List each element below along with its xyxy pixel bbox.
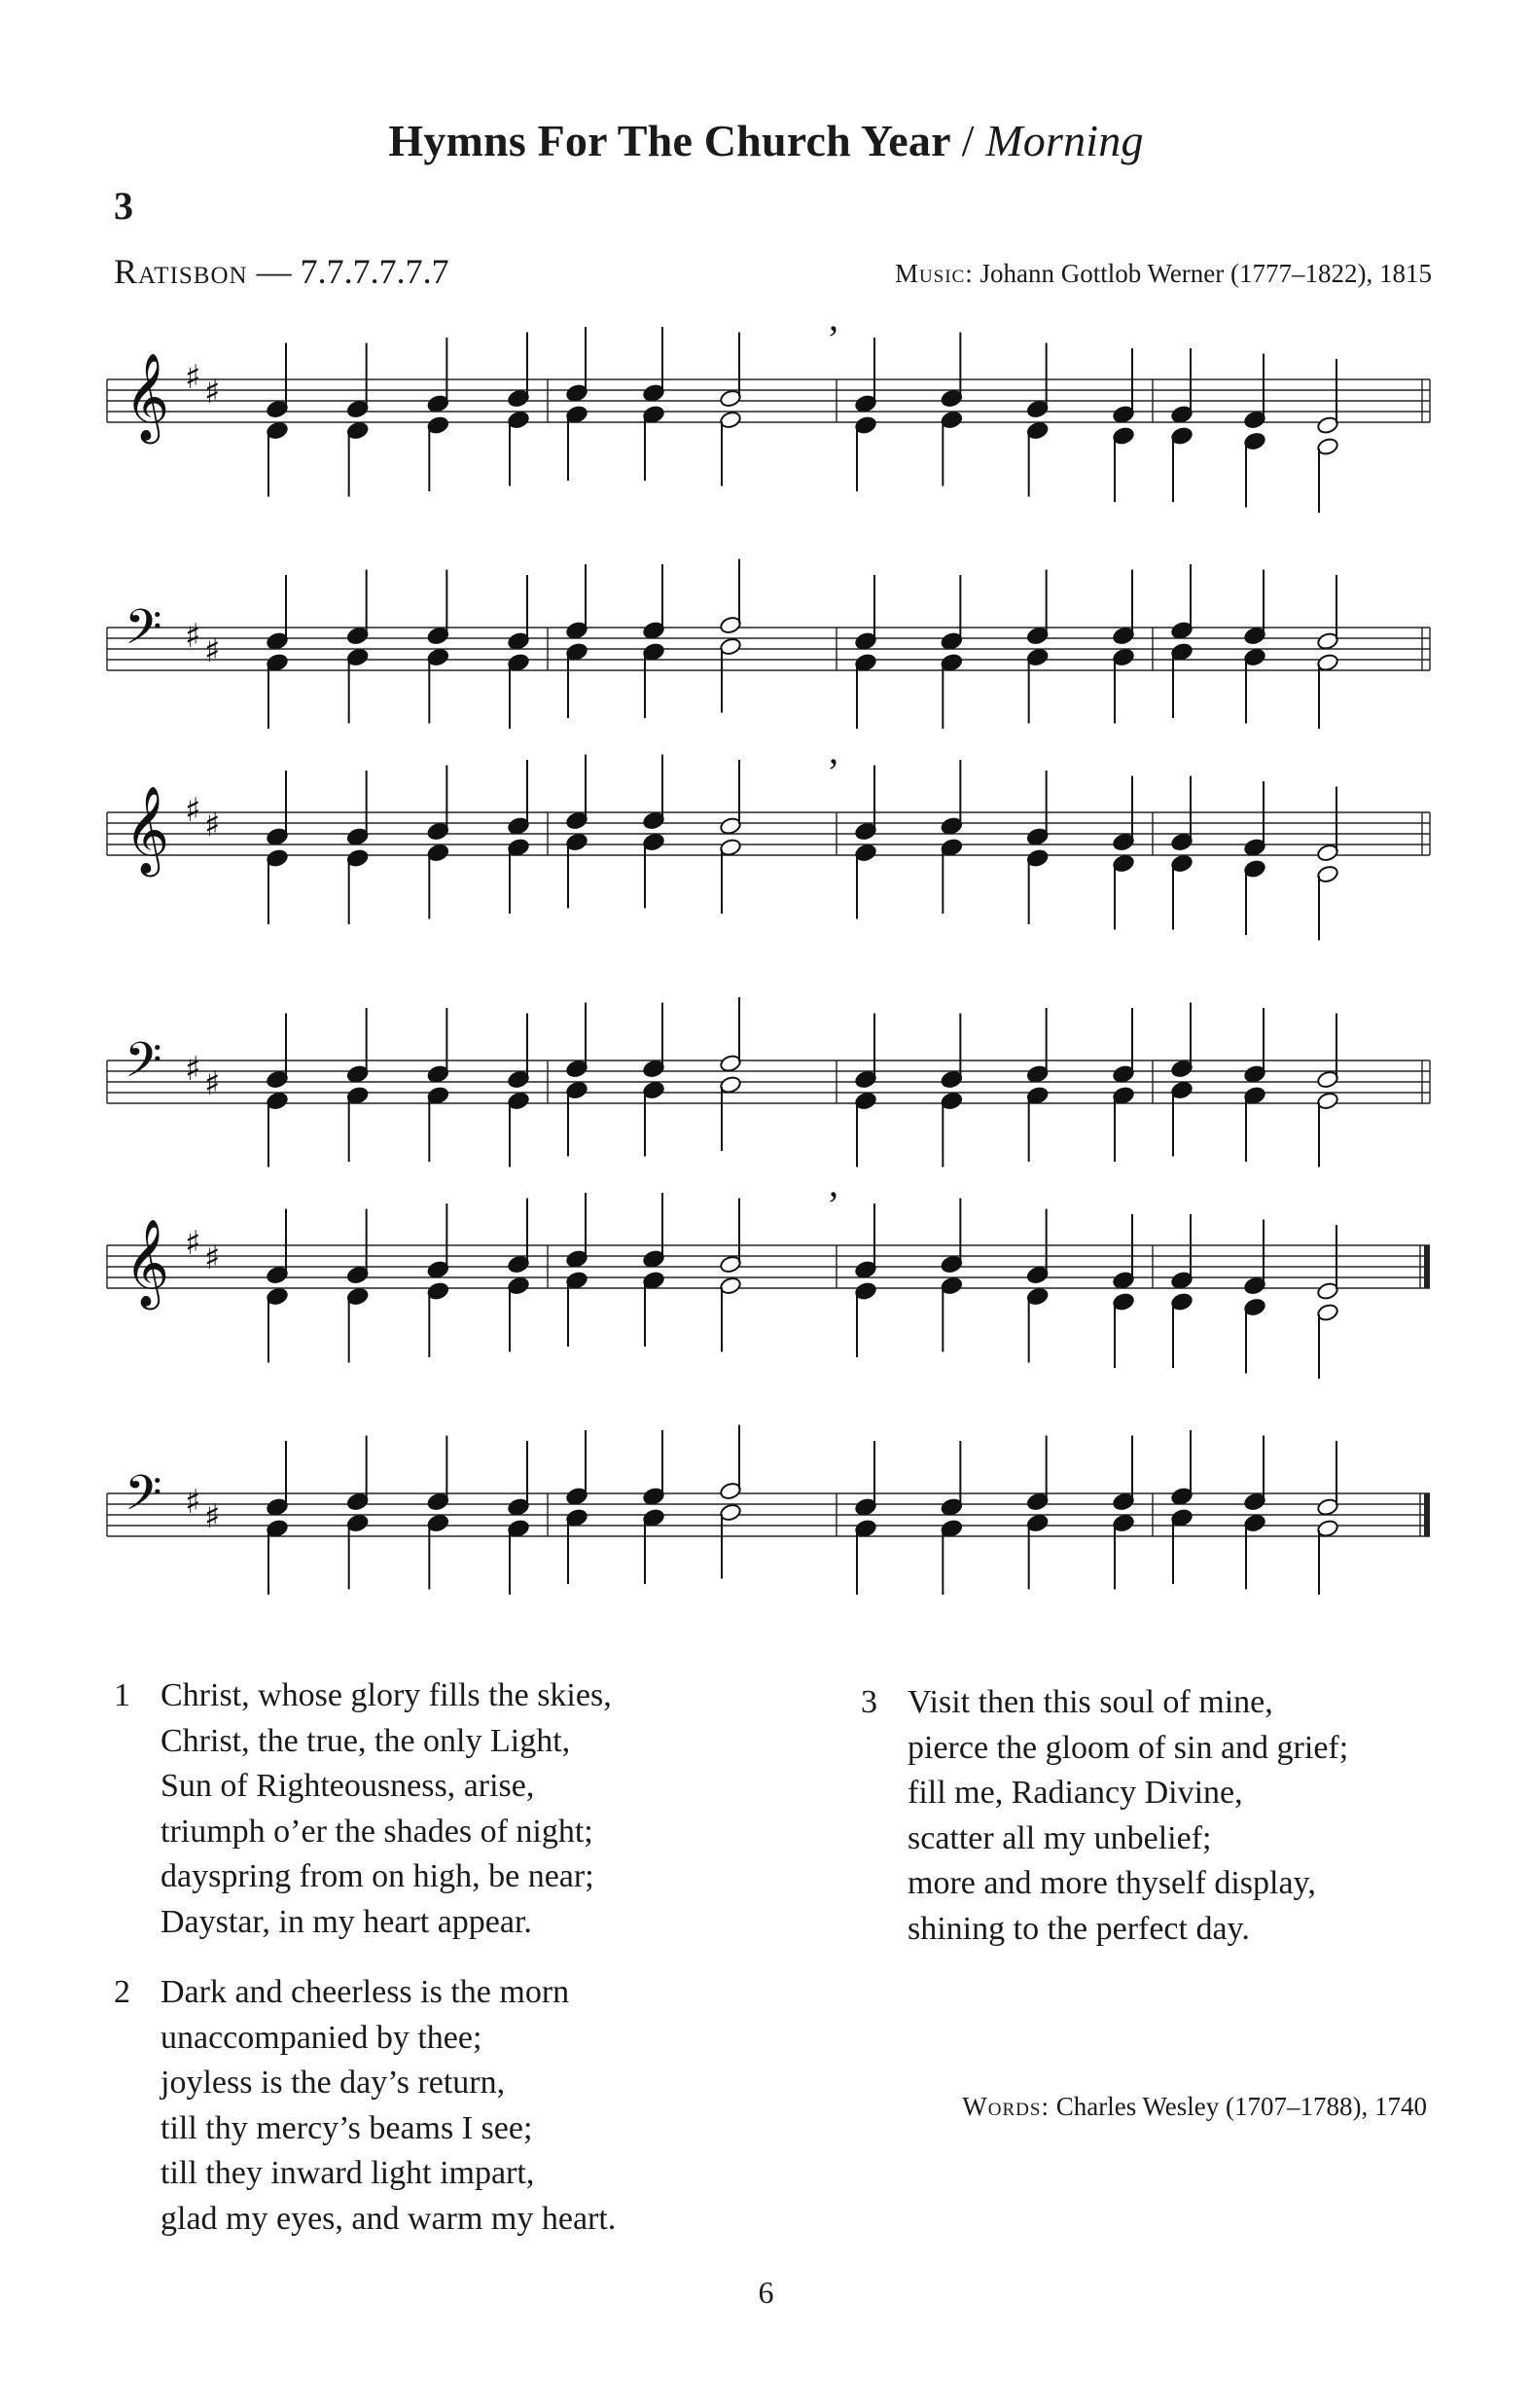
sharp-icon: ♯ [185, 617, 201, 656]
verse-line: Christ, whose glory fills the skies, [160, 1677, 612, 1713]
hymn-number: 3 [114, 184, 133, 228]
sharp-icon: ♯ [204, 631, 221, 670]
verse-line: scatter all my unbelief; [908, 1819, 1212, 1856]
music-credit-label: Music: [894, 259, 974, 288]
sharp-icon: ♯ [185, 1483, 201, 1522]
breath-mark: ’ [827, 750, 840, 794]
verse-line: fill me, Radiancy Divine, [908, 1775, 1243, 1811]
treble-clef-icon: 𝄞 [125, 786, 170, 874]
verse-3 [861, 1680, 1348, 1952]
page-heading [0, 115, 1532, 166]
sharp-icon: ♯ [185, 791, 201, 830]
verse-line: till thy mercy’s beams I see; [160, 2109, 533, 2146]
breath-mark: ’ [827, 317, 840, 361]
sharp-icon: ♯ [185, 1224, 201, 1263]
final-barline [1424, 1493, 1430, 1536]
words-credit [962, 2092, 1427, 2122]
verse-line: dayspring from on high, be near; [160, 1858, 594, 1894]
bass-clef-icon: 𝄢 [125, 1032, 162, 1100]
music-credit [895, 259, 1432, 289]
verse-line: Visit then this soul of mine, [908, 1684, 1273, 1720]
music-score [107, 317, 1440, 1673]
section-subtitle: Morning [985, 116, 1144, 165]
verse-2 [114, 1970, 616, 2242]
treble-clef-icon: 𝄞 [125, 1219, 170, 1307]
verse-number: 3 [861, 1684, 877, 1720]
verse-line: shining to the perfect day. [908, 1910, 1250, 1947]
words-credit-text: Charles Wesley (1707–1788), 1740 [1055, 2092, 1427, 2121]
words-credit-label: Words: [962, 2092, 1050, 2121]
sharp-icon: ♯ [204, 1239, 221, 1277]
sharp-icon: ♯ [204, 1497, 221, 1536]
verse-line: unaccompanied by thee; [160, 2019, 482, 2056]
sharp-icon: ♯ [204, 806, 221, 845]
verse-line: Dark and cheerless is the morn [160, 1974, 570, 2010]
verse-line: more and more thyself display, [908, 1865, 1316, 1901]
tune-info [114, 251, 449, 292]
treble-clef-icon: 𝄞 [125, 353, 170, 441]
verse-line: joyless is the day’s return, [160, 2065, 506, 2101]
page-number: 6 [758, 2275, 774, 2310]
verse-line: triumph o’er the shades of night; [160, 1813, 593, 1850]
bass-clef-icon: 𝄢 [125, 1465, 162, 1533]
bass-clef-icon: 𝄢 [125, 599, 162, 667]
tune-name: Ratisbon [114, 252, 248, 291]
sharp-icon: ♯ [185, 1050, 201, 1089]
verse-1 [114, 1673, 612, 1945]
music-credit-text: Johann Gottlob Werner (1777–1822), 1815 [980, 259, 1432, 288]
verse-line: pierce the gloom of sin and grief; [908, 1729, 1349, 1766]
verse-line: Daystar, in my heart appear. [160, 1903, 532, 1940]
verse-line: Sun of Righteousness, arise, [160, 1768, 535, 1804]
verse-number: 2 [114, 1974, 130, 2010]
verse-line: till they inward light impart, [160, 2155, 535, 2191]
breath-mark: ’ [827, 1183, 840, 1227]
sharp-icon: ♯ [204, 373, 221, 412]
sharp-icon: ♯ [204, 1064, 221, 1103]
heading-separator: / [961, 116, 975, 165]
verse-line: Christ, the true, the only Light, [160, 1722, 571, 1759]
verse-number: 1 [114, 1677, 130, 1713]
sharp-icon: ♯ [185, 358, 201, 397]
final-barline [1424, 1245, 1430, 1288]
book-title: Hymns For The Church Year [388, 116, 950, 165]
tune-meter: — 7.7.7.7.7.7 [256, 252, 449, 291]
verse-line: glad my eyes, and warm my heart. [160, 2200, 617, 2237]
